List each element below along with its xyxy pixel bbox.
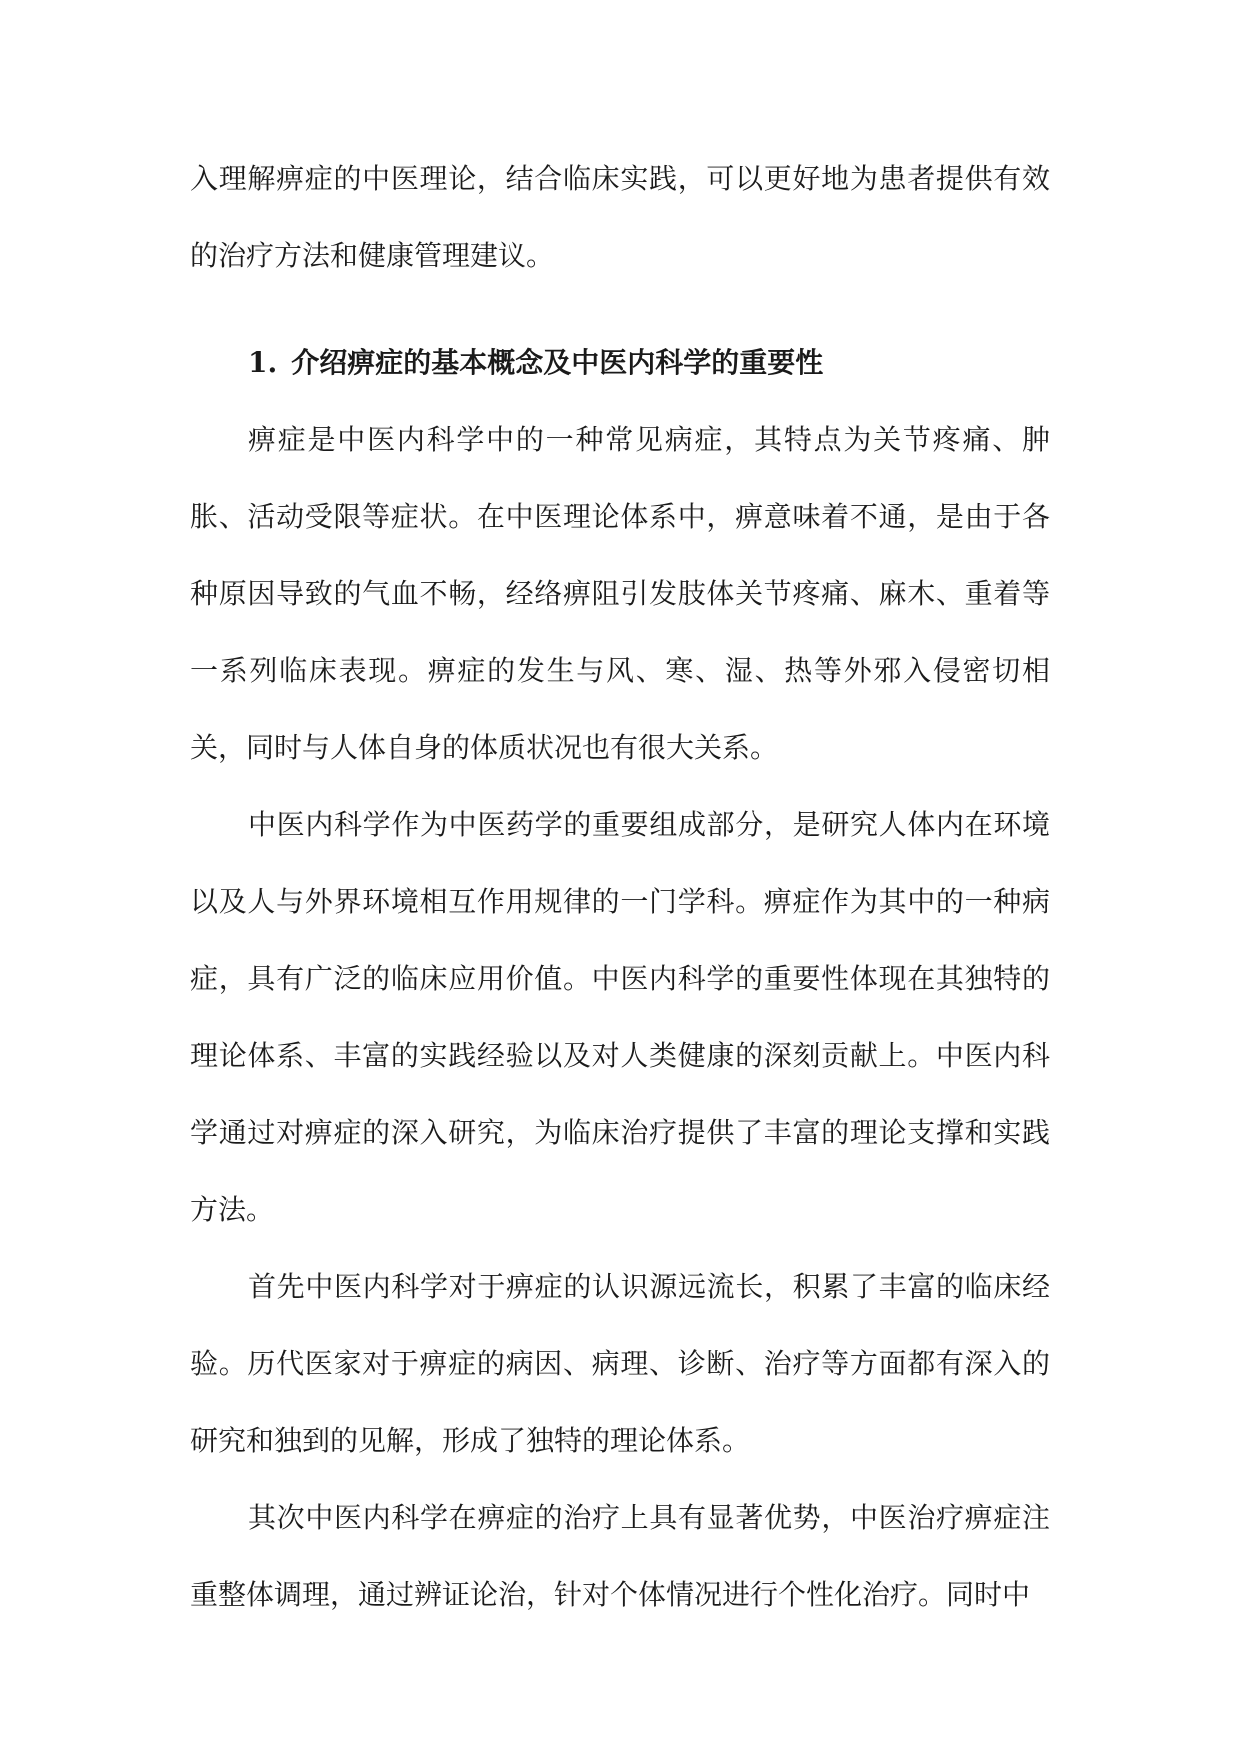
body-paragraph-4: 其次中医内科学在痹症的治疗上具有显著优势，中医治疗痹症注重整体调理，通过辨证论治，针对个体情况进行个性化治疗。同时中 xyxy=(190,1501,1050,1611)
document-page xyxy=(190,140,1050,1633)
body-paragraph-1: 痹症是中医内科学中的一种常见病症，其特点为关节疼痛、肿胀、活动受限等症状。在中医理论体系中，痹意味着不通，是由于各种原因导致的气血不畅，经络痹阻引发肢体关节疼痛、麻木、重着等一系列临床表现。痹症的发生与风、寒、湿、热等外邪入侵密切相关，同时与人体自身的体质状况也有很大关系。 xyxy=(190,423,1050,764)
body-paragraph-3: 首先中医内科学对于痹症的认识源远流长，积累了丰富的临床经验。历代医家对于痹症的病因、病理、诊断、治疗等方面都有深入的研究和独到的见解，形成了独特的理论体系。 xyxy=(190,1270,1050,1457)
continuation-paragraph: 入理解痹症的中医理论，结合临床实践，可以更好地为患者提供有效的治疗方法和健康管理建议。 xyxy=(190,162,1050,272)
section-number: 1. xyxy=(248,346,278,379)
section-title: 介绍痹症的基本概念及中医内科学的重要性 xyxy=(291,346,824,379)
section-heading xyxy=(190,324,1050,401)
body-paragraph-2: 中医内科学作为中医药学的重要组成部分，是研究人体内在环境以及人与外界环境相互作用规律的一门学科。痹症作为其中的一种病症，具有广泛的临床应用价值。中医内科学的重要性体现在其独特的理论体系、丰富的实践经验以及对人类健康的深刻贡献上。中医内科学通过对痹症的深入研究，为临床治疗提供了丰富的理论支撑和实践方法。 xyxy=(190,808,1050,1226)
